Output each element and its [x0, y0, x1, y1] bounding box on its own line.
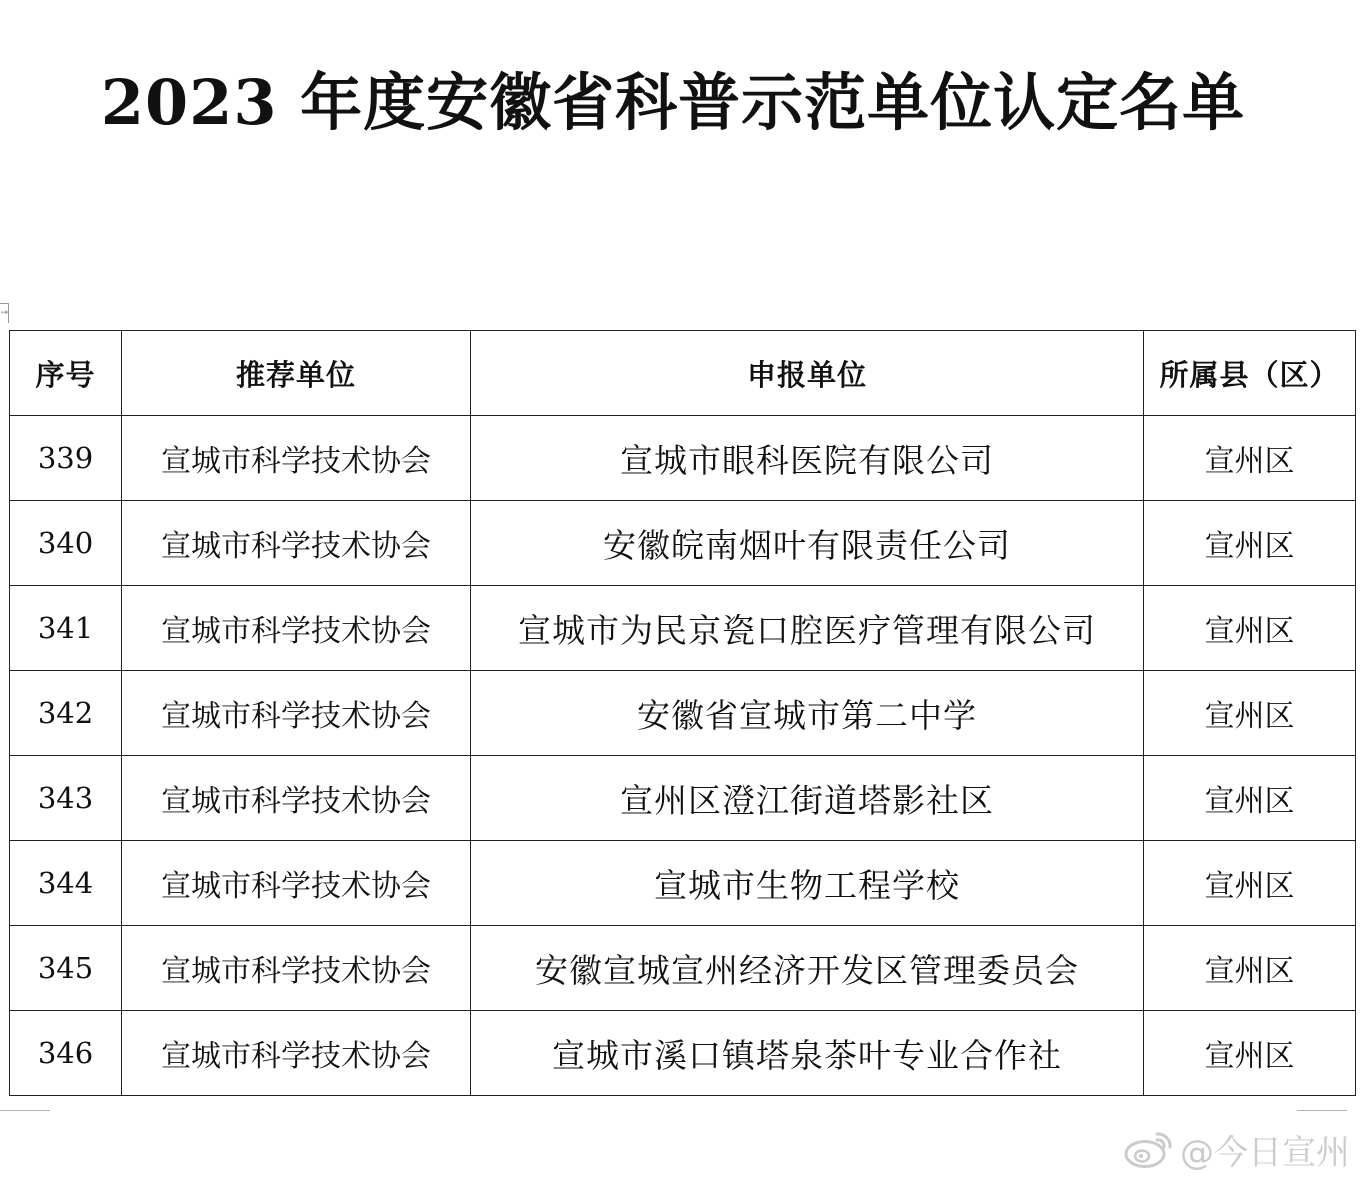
cell-county-district: 宣州区 — [1144, 841, 1356, 926]
cell-serial-number: 340 — [10, 501, 122, 586]
cell-recommending-unit: 宣城市科学技术协会 — [122, 841, 471, 926]
cell-recommending-unit: 宣城市科学技术协会 — [122, 756, 471, 841]
page-corner-mark-right — [1297, 1110, 1347, 1111]
cell-recommending-unit: 宣城市科学技术协会 — [122, 501, 471, 586]
table-row — [10, 416, 1356, 501]
weibo-watermark — [1124, 1126, 1350, 1172]
cell-serial-number: 344 — [10, 841, 122, 926]
cell-serial-number: 342 — [10, 671, 122, 756]
cell-recommending-unit: 宣城市科学技术协会 — [122, 586, 471, 671]
cell-recommending-unit: 宣城市科学技术协会 — [122, 416, 471, 501]
cell-serial-number: 345 — [10, 926, 122, 1011]
header-recommending-unit: 推荐单位 — [122, 331, 471, 416]
cell-applicant-unit: 宣城市溪口镇塔泉茶叶专业合作社 — [471, 1011, 1144, 1096]
cell-county-district: 宣州区 — [1144, 501, 1356, 586]
weibo-icon — [1124, 1129, 1174, 1169]
cell-applicant-unit: 宣城市为民京瓷口腔医疗管理有限公司 — [471, 586, 1144, 671]
cell-applicant-unit: 安徽省宣城市第二中学 — [471, 671, 1144, 756]
cell-serial-number: 346 — [10, 1011, 122, 1096]
header-serial-number: 序号 — [10, 331, 122, 416]
cell-county-district: 宣州区 — [1144, 926, 1356, 1011]
cell-recommending-unit: 宣城市科学技术协会 — [122, 926, 471, 1011]
cell-applicant-unit: 宣城市生物工程学校 — [471, 841, 1144, 926]
cell-serial-number: 341 — [10, 586, 122, 671]
page-corner-mark-left — [0, 1110, 50, 1111]
header-applicant-unit: 申报单位 — [471, 331, 1144, 416]
cell-recommending-unit: 宣城市科学技术协会 — [122, 1011, 471, 1096]
cell-applicant-unit: 宣城市眼科医院有限公司 — [471, 416, 1144, 501]
cell-recommending-unit: 宣城市科学技术协会 — [122, 671, 471, 756]
cell-county-district: 宣州区 — [1144, 586, 1356, 671]
watermark-text: @今日宣州 — [1180, 1132, 1350, 1173]
cell-county-district: 宣州区 — [1144, 416, 1356, 501]
cell-county-district: 宣州区 — [1144, 671, 1356, 756]
header-county-district: 所属县（区） — [1144, 331, 1356, 416]
cell-applicant-unit: 安徽皖南烟叶有限责任公司 — [471, 501, 1144, 586]
table-header-row — [10, 331, 1356, 416]
cell-county-district: 宣州区 — [1144, 756, 1356, 841]
cell-serial-number: 343 — [10, 756, 122, 841]
cell-county-district: 宣州区 — [1144, 1011, 1356, 1096]
cell-applicant-unit: 安徽宣城宣州经济开发区管理委员会 — [471, 926, 1144, 1011]
table-row — [10, 841, 1356, 926]
table-row — [10, 756, 1356, 841]
cell-serial-number: 339 — [10, 416, 122, 501]
table-row — [10, 501, 1356, 586]
designation-table — [9, 330, 1356, 1096]
table-row — [10, 1011, 1356, 1096]
document-title: 2023 年度安徽省科普示范单位认定名单 — [100, 66, 1246, 139]
table-row — [10, 586, 1356, 671]
table-row — [10, 671, 1356, 756]
cell-applicant-unit: 宣州区澄江街道塔影社区 — [471, 756, 1144, 841]
table-anchor-icon[interactable]: → — [0, 303, 9, 323]
table-row — [10, 926, 1356, 1011]
